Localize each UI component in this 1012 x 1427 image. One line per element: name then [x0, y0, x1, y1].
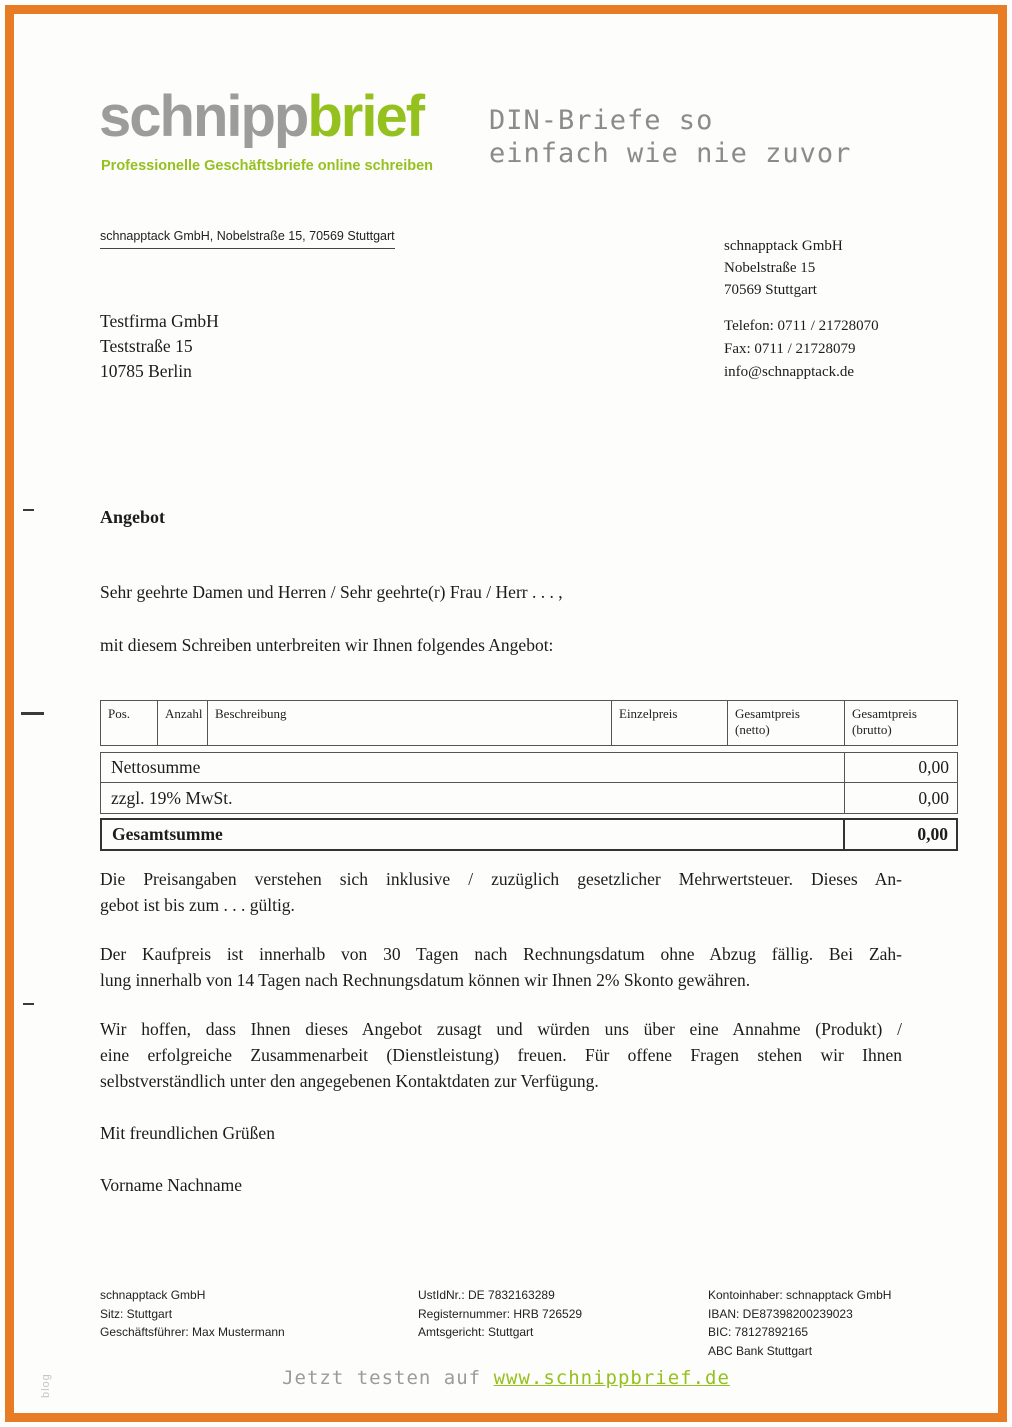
- footer-vat-id: UstIdNr.: DE 7832163289: [418, 1288, 555, 1302]
- recipient-company: Testfirma GmbH: [100, 311, 219, 331]
- fold-mark-top: [23, 509, 34, 511]
- footer-company-ceo: Geschäftsführer: Max Mustermann: [100, 1325, 285, 1339]
- letter-closing: Mit freundlichen Grüßen: [100, 1123, 275, 1143]
- col-header-gesamtpreis-netto-sub: (netto): [735, 722, 770, 737]
- cta-prefix-text: Jetzt testen auf: [282, 1367, 494, 1389]
- footer-court: Amtsgericht: Stuttgart: [418, 1325, 534, 1339]
- offer-table: [100, 700, 958, 851]
- paragraph-hope-line-1: Wir hoffen, dass Ihnen dieses Angebot zusagt und würden uns über eine Annahme (Produkt) /: [100, 1019, 902, 1039]
- brand-tagline: Professionelle Geschäftsbriefe online schreiben: [101, 158, 433, 174]
- col-header-pos: [100, 700, 158, 746]
- col-header-pos-label: Pos.: [108, 706, 131, 721]
- fold-mark-middle: [21, 712, 44, 715]
- letter-subject: Angebot: [100, 507, 166, 527]
- contact-email[interactable]: info@schnapptack.de: [724, 364, 855, 380]
- contact-phone: Telefon: 0711 / 21728070: [724, 318, 879, 334]
- offer-table-header-row: [100, 700, 958, 746]
- col-header-gesamtpreis-netto-label: Gesamtpreis: [735, 706, 800, 721]
- paragraph-hope-line-2: eine erfolgreiche Zusammenarbeit (Dienstleistung) freuen. Für offene Fragen stehen wir Ihnen: [100, 1045, 902, 1065]
- footer-bank-name: ABC Bank Stuttgart: [708, 1343, 813, 1358]
- col-header-einzelpreis: [612, 700, 728, 746]
- footer-company-name: schnapptack GmbH: [100, 1288, 206, 1302]
- mwst-label: zzgl. 19% MwSt.: [100, 783, 845, 814]
- footer-column-registry: [418, 1286, 582, 1342]
- paragraph-hope: [100, 1016, 902, 1094]
- contact-comm-group: [724, 315, 879, 384]
- paragraph-payment-terms-line-2: lung innerhalb von 14 Tagen nach Rechnungsdatum können wir Ihnen 2% Skonto gewähren.: [100, 970, 751, 990]
- letter-signature-name: Vorname Nachname: [100, 1175, 243, 1195]
- footer-column-bank: [708, 1286, 891, 1360]
- brand-slogan: [489, 104, 851, 170]
- letter-salutation: Sehr geehrte Damen und Herren / Sehr geehrte(r) Frau / Herr . . . ,: [100, 582, 563, 602]
- slogan-line-2: einfach wie nie zuvor: [489, 138, 852, 169]
- col-header-gesamtpreis-netto: [728, 700, 845, 746]
- side-watermark-label: blog: [40, 1373, 52, 1398]
- gesamtsumme-label: Gesamtsumme: [100, 818, 845, 851]
- paragraph-payment-terms-line-1: Der Kaufpreis ist innerhalb von 30 Tagen nach Rechnungsdatum ohne Abzug fällig. Bei Zah-: [100, 944, 902, 964]
- col-header-einzelpreis-label: Einzelpreis: [619, 706, 678, 721]
- bottom-cta: [0, 1367, 1012, 1389]
- sender-address-line: schnapptack GmbH, Nobelstraße 15, 70569 Stuttgart: [100, 229, 395, 249]
- brand-logo: [99, 84, 424, 149]
- letter-intro: mit diesem Schreiben unterbreiten wir Ihnen folgendes Angebot:: [100, 635, 554, 655]
- cta-website-link[interactable]: www.schnippbrief.de: [493, 1367, 730, 1389]
- recipient-address: [100, 309, 219, 384]
- gesamtsumme-value: 0,00: [845, 818, 958, 851]
- contact-company: schnapptack GmbH: [724, 238, 843, 254]
- table-row-mwst: [100, 783, 958, 814]
- recipient-city: 10785 Berlin: [100, 361, 192, 381]
- footer-column-company: [100, 1286, 285, 1342]
- footer-bic: BIC: 78127892165: [708, 1325, 809, 1339]
- nettosumme-value: 0,00: [845, 752, 958, 783]
- footer-register-number: Registernummer: HRB 726529: [418, 1306, 583, 1321]
- col-header-anzahl: [158, 700, 208, 746]
- fold-mark-bottom: [23, 1003, 34, 1005]
- footer-iban: IBAN: DE87398200239023: [708, 1306, 853, 1321]
- recipient-street: Teststraße 15: [100, 336, 193, 356]
- table-row-gesamtsumme: [100, 818, 958, 851]
- sender-contact-block: [724, 235, 879, 384]
- table-row-nettosumme: [100, 752, 958, 783]
- paragraph-price-info-line-2: gebot ist bis zum . . . gültig.: [100, 895, 295, 915]
- contact-city: 70569 Stuttgart: [724, 282, 817, 298]
- col-header-gesamtpreis-brutto-label: Gesamtpreis: [852, 706, 917, 721]
- col-header-beschreibung: [208, 700, 612, 746]
- col-header-gesamtpreis-brutto: [845, 700, 958, 746]
- paragraph-price-info: [100, 866, 902, 918]
- col-header-beschreibung-label: Beschreibung: [215, 706, 287, 721]
- nettosumme-label: Nettosumme: [100, 752, 845, 783]
- footer-account-holder: Kontoinhaber: schnapptack GmbH: [708, 1288, 892, 1302]
- slogan-line-1: DIN-Briefe so: [489, 105, 714, 136]
- paragraph-price-info-line-1: Die Preisangaben verstehen sich inklusive / zuzüglich gesetzlicher Mehrwertsteuer. Dieses An-: [100, 869, 902, 889]
- logo-part-brief: brief: [307, 84, 424, 149]
- logo-part-schnipp: schnipp: [99, 84, 308, 149]
- footer-company-seat: Sitz: Stuttgart: [100, 1306, 173, 1321]
- contact-fax: Fax: 0711 / 21728079: [724, 341, 856, 357]
- col-header-gesamtpreis-brutto-sub: (brutto): [852, 722, 892, 737]
- mwst-value: 0,00: [845, 783, 958, 814]
- contact-street: Nobelstraße 15: [724, 260, 816, 276]
- col-header-anzahl-label: Anzahl: [165, 706, 203, 721]
- paragraph-payment-terms: [100, 941, 902, 993]
- paragraph-hope-line-3: selbstverständlich unter den angegebenen Kontaktdaten zur Verfügung.: [100, 1071, 599, 1091]
